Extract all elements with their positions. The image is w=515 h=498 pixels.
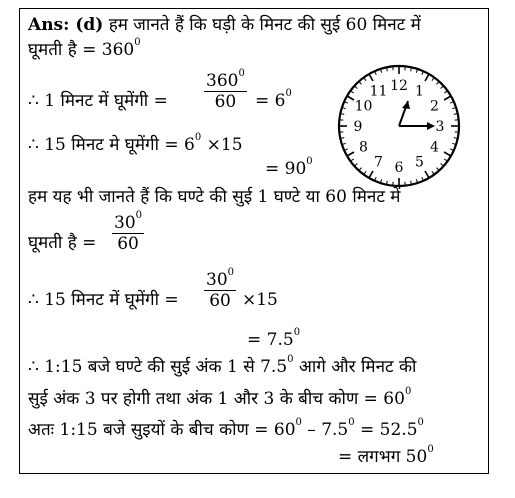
fraction-30-60-b [204, 267, 236, 311]
fraction-30-60-a [112, 210, 144, 254]
clock-numeral: 7 [374, 154, 383, 171]
line-11: सुई अंक 3 पर होगी तथा अंक 1 और 3 के बीच कोण = $60^0$ [28, 386, 412, 409]
fraction-numerator: $30^0$ [206, 267, 235, 290]
fraction-denominator: 60 [209, 291, 231, 311]
clock-tick [354, 163, 357, 166]
answer-box [19, 8, 489, 474]
clock-tick [436, 168, 439, 171]
clock-tick [347, 96, 354, 100]
clock-tick [347, 152, 354, 156]
line-3 [28, 91, 168, 111]
clock-numeral: 10 [354, 98, 373, 115]
clock-tick [354, 86, 357, 89]
clock-numeral: 4 [430, 139, 439, 156]
line-9: = $7.5^0$ [247, 327, 301, 350]
hour-hand-arrow [402, 101, 410, 109]
clock-numeral: 9 [353, 119, 363, 135]
clock-tick [436, 81, 439, 84]
line-8: ∴ 15 मिनट में घूमेंगी = [28, 290, 179, 310]
clock-tick [441, 86, 444, 89]
clock-numeral: 11 [369, 83, 388, 100]
fraction-denominator: 60 [117, 234, 139, 254]
fraction-denominator: 60 [214, 92, 237, 112]
clock-numeral: 6 [394, 160, 404, 176]
line-12: अतः 1:15 बजे सुइयों के बीच कोण = $60^0 - 7.5^0 = 52.5^0$ [28, 417, 424, 440]
answer-label: Ans: (d) [28, 15, 104, 35]
clock-numeral: 12 [390, 78, 408, 94]
clock-numeral: 2 [430, 98, 439, 115]
clock-tick [444, 152, 451, 156]
minute-hand-arrow [427, 122, 435, 130]
line-2-text: घूमती है = 360 [28, 40, 135, 60]
line-7: घूमती है = [28, 233, 97, 253]
clock-tick [369, 74, 373, 81]
clock-tick [369, 171, 373, 178]
clock-tick [359, 81, 362, 84]
clock-numeral: 8 [359, 139, 368, 156]
line-4: ∴ 15 मिनट मे घूमेंगी = $6^0 \times 15$ [28, 132, 243, 155]
line-10: ∴ 1:15 बजे घण्टे की सुई अंक 1 से $7.5^0$ आगे और मिनट की [28, 354, 417, 377]
clock-tick [425, 74, 429, 81]
line-6: हम यह भी जानते हैं कि घण्टे की सुई 1 घण्टे या 60 मिनट में [28, 187, 401, 207]
fraction-360-60 [204, 68, 247, 112]
clock-tick [425, 171, 429, 178]
clock-numeral: 3 [435, 119, 445, 135]
degree-sup: 0 [134, 37, 141, 48]
clock-numeral: 5 [415, 154, 424, 171]
line-2 [28, 37, 141, 60]
fraction-numerator: $360^0$ [206, 68, 245, 91]
clock-numeral: 1 [415, 83, 424, 100]
line-13: = लगभग $50^0$ [338, 444, 434, 467]
fraction-numerator: $30^0$ [114, 210, 143, 233]
line-1 [28, 15, 421, 35]
clock-tick [444, 96, 451, 100]
line-3-text: ∴ 1 मिनट में घूमेंगी = [28, 91, 168, 111]
clock-tick [359, 168, 362, 171]
line-1-text: हम जानते हैं कि घड़ी के मिनट की सुई 60 मिनट में [108, 15, 421, 35]
line-8-tail: ×15 [242, 290, 278, 310]
clock-tick [441, 163, 444, 166]
line-3-result: = $6^0$ [255, 88, 292, 111]
clock-diagram [336, 63, 462, 189]
line-5: = $90^0$ [265, 156, 313, 179]
